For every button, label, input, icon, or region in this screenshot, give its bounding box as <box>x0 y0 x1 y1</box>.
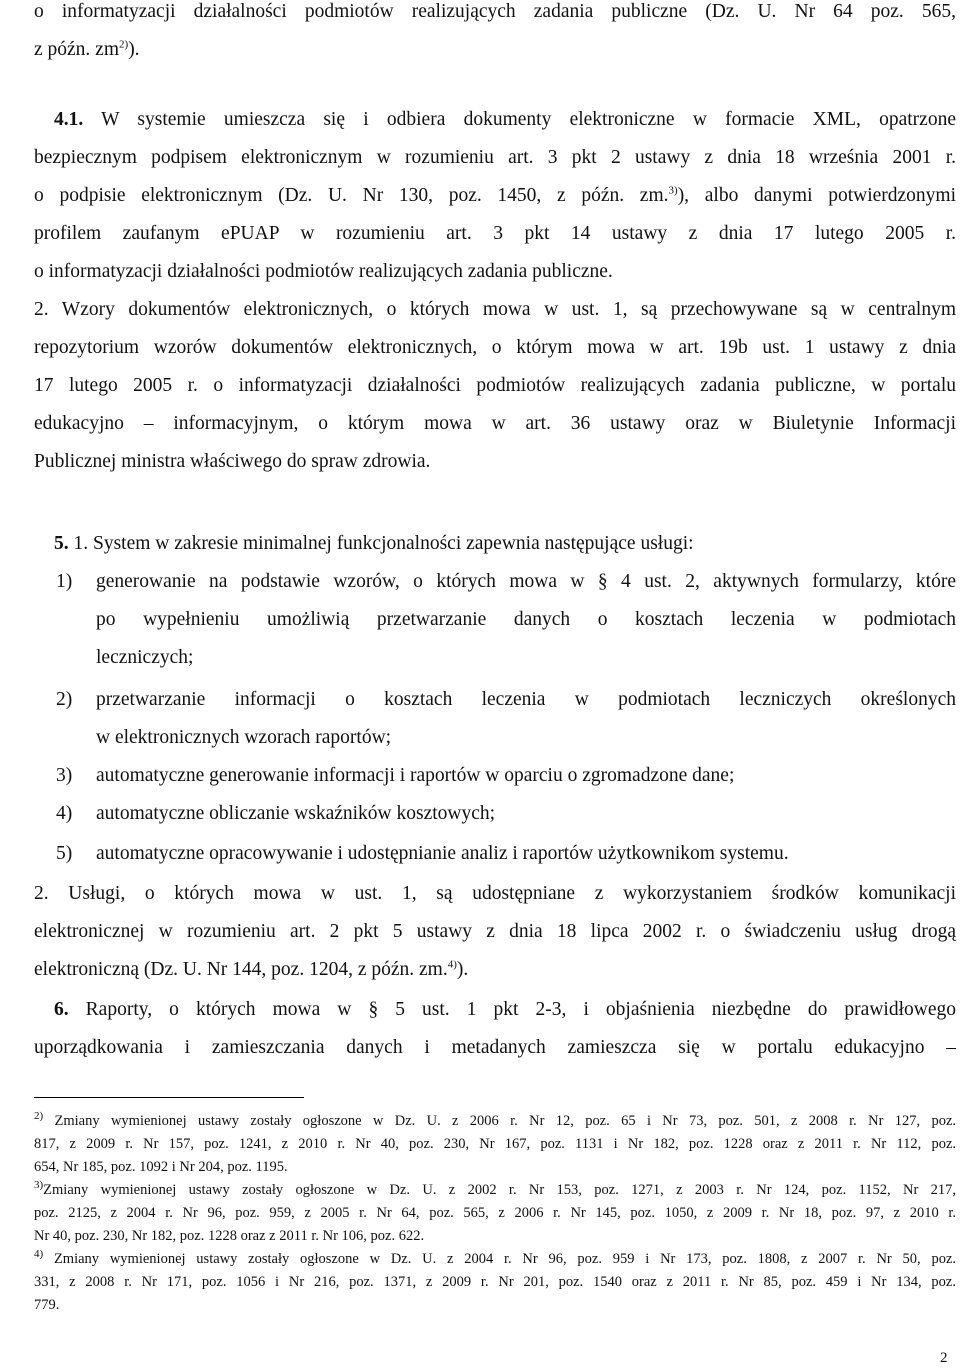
text-line: leczniczych; <box>96 647 194 668</box>
text-line: o podpisie elektronicznym (Dz. U. Nr 130, poz. 1450, z późn. zm.$^{3)}$), albo danymi potwierdzonymi <box>34 184 956 206</box>
section-number: 5. <box>54 533 69 554</box>
text-line: bezpiecznym podpisem elektronicznym w rozumieniu art. 3 pkt 2 ustawy z dnia 18 września 2001 r. <box>34 147 956 168</box>
text-line: po wypełnieniu umożliwią przetwarzanie danych o kosztach leczenia w podmiotach <box>96 609 956 630</box>
paragraph-5-1: 5. 1. System w zakresie minimalnej funkcjonalności zapewnia następujące usługi: <box>54 533 694 554</box>
list-item: 1) generowanie na podstawie wzorów, o których mowa w § 4 ust. 2, aktywnych formularzy, które <box>56 571 956 592</box>
footnote-text: poz. 2125, z 2004 r. Nr 96, poz. 959, z 2005 r. Nr 64, poz. 565, z 2006 r. Nr 145, poz. 1050, z 2009 r. Nr 18, poz. 97, z 2010 r. <box>34 1205 956 1221</box>
list-item: 4) automatyczne obliczanie wskaźników kosztowych; <box>56 803 496 824</box>
footnote-text: 779. <box>34 1297 60 1313</box>
text-line: repozytorium wzorów dokumentów elektronicznych, o którym mowa w art. 19b ust. 1 ustawy z dnia <box>34 337 956 358</box>
section-number: 4.1. <box>54 109 84 130</box>
list-item: 5) automatyczne opracowywanie i udostępnianie analiz i raportów użytkownikom systemu. <box>56 843 789 864</box>
footnote-3: $^{3)}$Zmiany wymienionej ustawy zostały ogłoszone w Dz. U. z 2002 r. Nr 153, poz. 1271, z 2003 r. Nr 124, poz. 1152, Nr 217, <box>34 1179 956 1198</box>
text-line: uporządkowania i zamieszczania danych i metadanych zamieszcza się w portalu edukacyjno – <box>34 1037 956 1058</box>
list-item: 3) automatyczne generowanie informacji i raportów w oparciu o zgromadzone dane; <box>56 765 735 786</box>
footnote-4: $^{4)}$ Zmiany wymienionej ustawy zostały ogłoszone w Dz. U. z 2004 r. Nr 96, poz. 959 i Nr 173, poz. 1808, z 2007 r. Nr 50, poz. <box>34 1248 956 1267</box>
paragraph-5-2: 2. Usługi, o których mowa w ust. 1, są udostępniane z wykorzystaniem środków komunikacji <box>34 883 956 904</box>
text-line: elektroniczną (Dz. U. Nr 144, poz. 1204, z późn. zm.$^{4)}$). <box>34 958 469 980</box>
list-item: 2) przetwarzanie informacji o kosztach leczenia w podmiotach leczniczych określonych <box>56 689 956 710</box>
text-line: z późn. $zm^{2)}$). <box>34 38 140 60</box>
text-line: Publicznej ministra właściwego do spraw zdrowia. <box>34 451 431 472</box>
text-line: 17 lutego 2005 r. o informatyzacji działalności podmiotów realizujących zadania publiczne, w portalu <box>34 375 956 396</box>
text-line: o informatyzacji działalności podmiotów realizujących zadania publiczne (Dz. U. Nr 64 poz. 565, <box>34 1 956 22</box>
text-line: profilem zaufanym ePUAP w rozumieniu art. 3 pkt 14 ustawy z dnia 17 lutego 2005 r. <box>34 223 956 244</box>
section-number: 6. <box>54 999 69 1020</box>
footnote-separator <box>34 1097 304 1098</box>
text-line: elektronicznej w rozumieniu art. 2 pkt 5 ustawy z dnia 18 lipca 2002 r. o świadczeniu usług drogą <box>34 921 956 942</box>
paragraph-6: 6. Raporty, o których mowa w § 5 ust. 1 pkt 2-3, i objaśnienia niezbędne do prawidłowego <box>54 999 956 1020</box>
footnote-text: 331, z 2008 r. Nr 171, poz. 1056 i Nr 216, poz. 1371, z 2009 r. Nr 201, poz. 1540 oraz z 2011 r. Nr 85, poz. 459 i Nr 134, poz. <box>34 1274 956 1290</box>
text-line: edukacyjno – informacyjnym, o którym mowa w art. 36 ustawy oraz w Biuletynie Informacji <box>34 413 956 434</box>
paragraph-4-2: 2. Wzory dokumentów elektronicznych, o których mowa w ust. 1, są przechowywane są w centralnym <box>34 299 956 320</box>
paragraph-4-1: 4.1. W systemie umieszcza się i odbiera dokumenty elektroniczne w formacie XML, opatrzone <box>54 109 956 130</box>
text-line: w elektronicznych wzorach raportów; <box>96 727 392 748</box>
footnote-text: Nr 40, poz. 230, Nr 182, poz. 1228 oraz z 2011 r. Nr 106, poz. 622. <box>34 1228 425 1244</box>
page-number: 2 <box>940 1350 948 1366</box>
footnote-text: 654, Nr 185, poz. 1092 i Nr 204, poz. 1195. <box>34 1159 288 1175</box>
footnote-2: $^{2)}$ Zmiany wymienionej ustawy zostały ogłoszone w Dz. U. z 2006 r. Nr 12, poz. 65 i Nr 73, poz. 501, z 2008 r. Nr 127, poz. <box>34 1110 956 1129</box>
footnote-text: 817, z 2009 r. Nr 157, poz. 1241, z 2010 r. Nr 40, poz. 230, Nr 167, poz. 1131 i Nr 182, poz. 1228 oraz z 2011 r. Nr 112, poz. <box>34 1136 956 1152</box>
text-line: o informatyzacji działalności podmiotów realizujących zadania publiczne. <box>34 261 613 282</box>
